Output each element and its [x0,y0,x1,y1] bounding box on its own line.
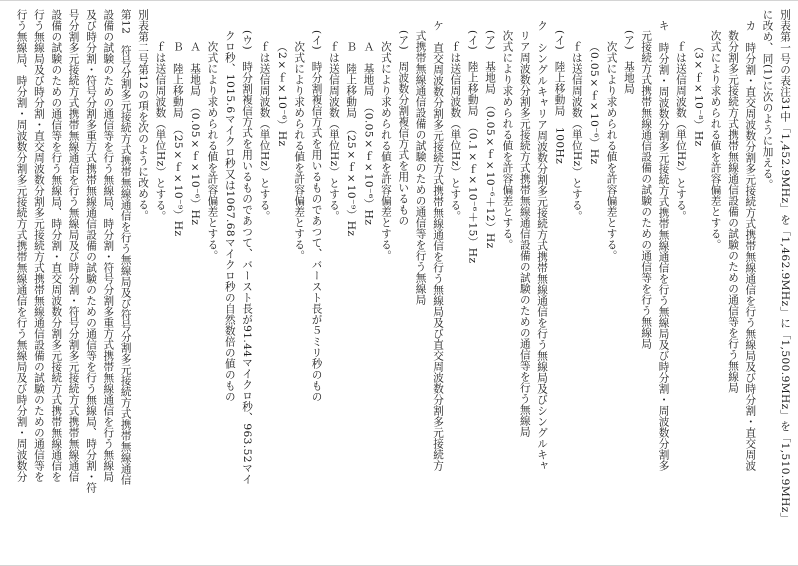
text-line: (イ) 陸上移動局 （0.1×ｆ×10⁻⁶＋15）Hz [466,30,479,264]
text-line: 次式により求められる値を許容偏差とする。 [605,40,618,261]
text-line: 行う無線局及び時分割・直交周波数分割多元接続方式携帯無線通信設備の試験のための通信等を [32,9,45,482]
text-line: 次式により求められる値を許容偏差とする。 [501,30,514,251]
text-line: （3×ｆ×10⁻⁸）Hz [692,40,705,147]
text-line: 設備の試験のための通信等を行う無線局、時分割・符号分割多重方式携帯無線通信を行う無線局 [102,9,115,482]
text-line: (ア) 周波数分割複信方式を用いるもの [397,30,410,227]
text-line: Ａ 基地局 （0.05×ｆ×10⁻⁶）Hz [189,40,202,226]
text-line: 次式により求められる値を許容偏差とする。 [293,40,306,261]
text-line: クロ秒、1015.6マイクロ秒又は1067.68マイクロ秒の自然数倍の値のもの [223,30,236,403]
text-line: リア周波数分割多元接続方式携帯無線通信設備の試験のための通信等を行う無線局 [518,30,531,438]
text-line: (ウ) 時分割複信方式を用いるものであつて、バースト長が91.44マイクロ秒、963.52マイ [241,30,254,486]
text-line: に改め、同(1)に次のように加える。 [761,9,774,191]
text-line: Ｂ 陸上移動局 （25×ｆ×10⁻⁹）Hz [345,40,358,237]
text-line: (イ) 陸上移動局 100Hz [553,30,566,165]
text-line: 行う無線局、時分割・周波数分割多元接続方式携帯無線通信を行う無線局及び時分割・周波数分 [15,9,28,482]
text-line: (イ) 時分割複信方式を用いるものであつて、バースト長が５ミリ秒のもの [310,30,323,403]
text-line: 第12 符号分割多元接続方式携帯無線通信を行う無線局及び符号分割多元接続方式携帯無線通信 [119,9,132,486]
text-line: 別表第一号の表注31中「1,452.9MHz」を「1,462.9MHz」に「1,500.9MHz」を「1,510.9MHz」 [779,9,791,524]
text-line: ｆは送信周波数（単位Hz）とする。 [258,40,271,222]
text-line: 式携帯無線通信設備の試験のための通信等を行う無線局 [414,30,427,306]
text-line: Ｂ 陸上移動局 （25×ｆ×10⁻⁹）Hz [171,40,184,237]
text-line: (ア) 基地局 [622,30,635,95]
text-line: （2×ｆ×10⁻⁶）Hz [275,40,288,147]
text-line: ｆは送信周波数（単位Hz）とする。 [674,40,687,222]
text-line: 別表第二号第12の項を次のように改める。 [137,9,149,222]
text-line: Ａ 基地局 （0.05×ｆ×10⁻⁶）Hz [362,40,375,226]
text-line: 次式により求められる値を許容偏差とする。 [206,40,219,261]
text-line: カ 時分割・直交周波数分割多元接続方式携帯無線通信を行う無線局及び時分割・直交周波 [744,19,757,471]
text-line: ｆは送信周波数（単位Hz）とする。 [327,40,340,222]
text-line: 号分割多元接続方式携帯無線通信を行う無線局及び時分割・符号分割多元接続方式携帯無線通信 [67,9,80,482]
text-line: （0.05×ｆ×10⁻⁶）Hz [588,40,601,165]
text-line: ｆは送信周波数（単位Hz）とする。 [449,40,462,222]
text-line: 次式により求められる値を許容偏差とする。 [709,30,722,251]
text-line: 次式により求められる値を許容偏差とする。 [379,40,392,261]
text-line: 元接続方式携帯無線通信設備の試験のための通信等を行う無線局 [640,30,653,350]
text-line: キ 時分割・周波数分割多元接続方式携帯無線通信を行う無線局及び時分割・周波数分割多 [657,19,670,471]
text-line: (ア) 基地局 （0.05×ｆ×10⁻⁶＋12）Hz [484,30,496,249]
text-line: ｆは送信周波数（単位Hz）とする。 [570,40,583,222]
text-line: 及び時分割・符号分割多重方式携帯無線通信設備の試験のための通信等を行う無線局、時分割・符 [85,9,97,493]
text-line: 数分割多元接続方式携帯無線通信設備の試験のための通信等を行う無線局 [727,30,739,394]
text-line: 設備の試験のための通信等を行う無線局、時分割・直交周波数分割多元接続方式携帯無線通信を [50,9,63,482]
text-line: ケ 直交周波数分割多元接続方式携帯無線通信を行う無線局及び直交周波数分割多元接続方 [432,19,444,471]
text-line: ｆは送信周波数（単位Hz）とする。 [154,40,167,222]
text-line: ク シングルキャリア周波数分割多元接続方式携帯無線通信を行う無線局及びシングルキャ [536,19,549,471]
